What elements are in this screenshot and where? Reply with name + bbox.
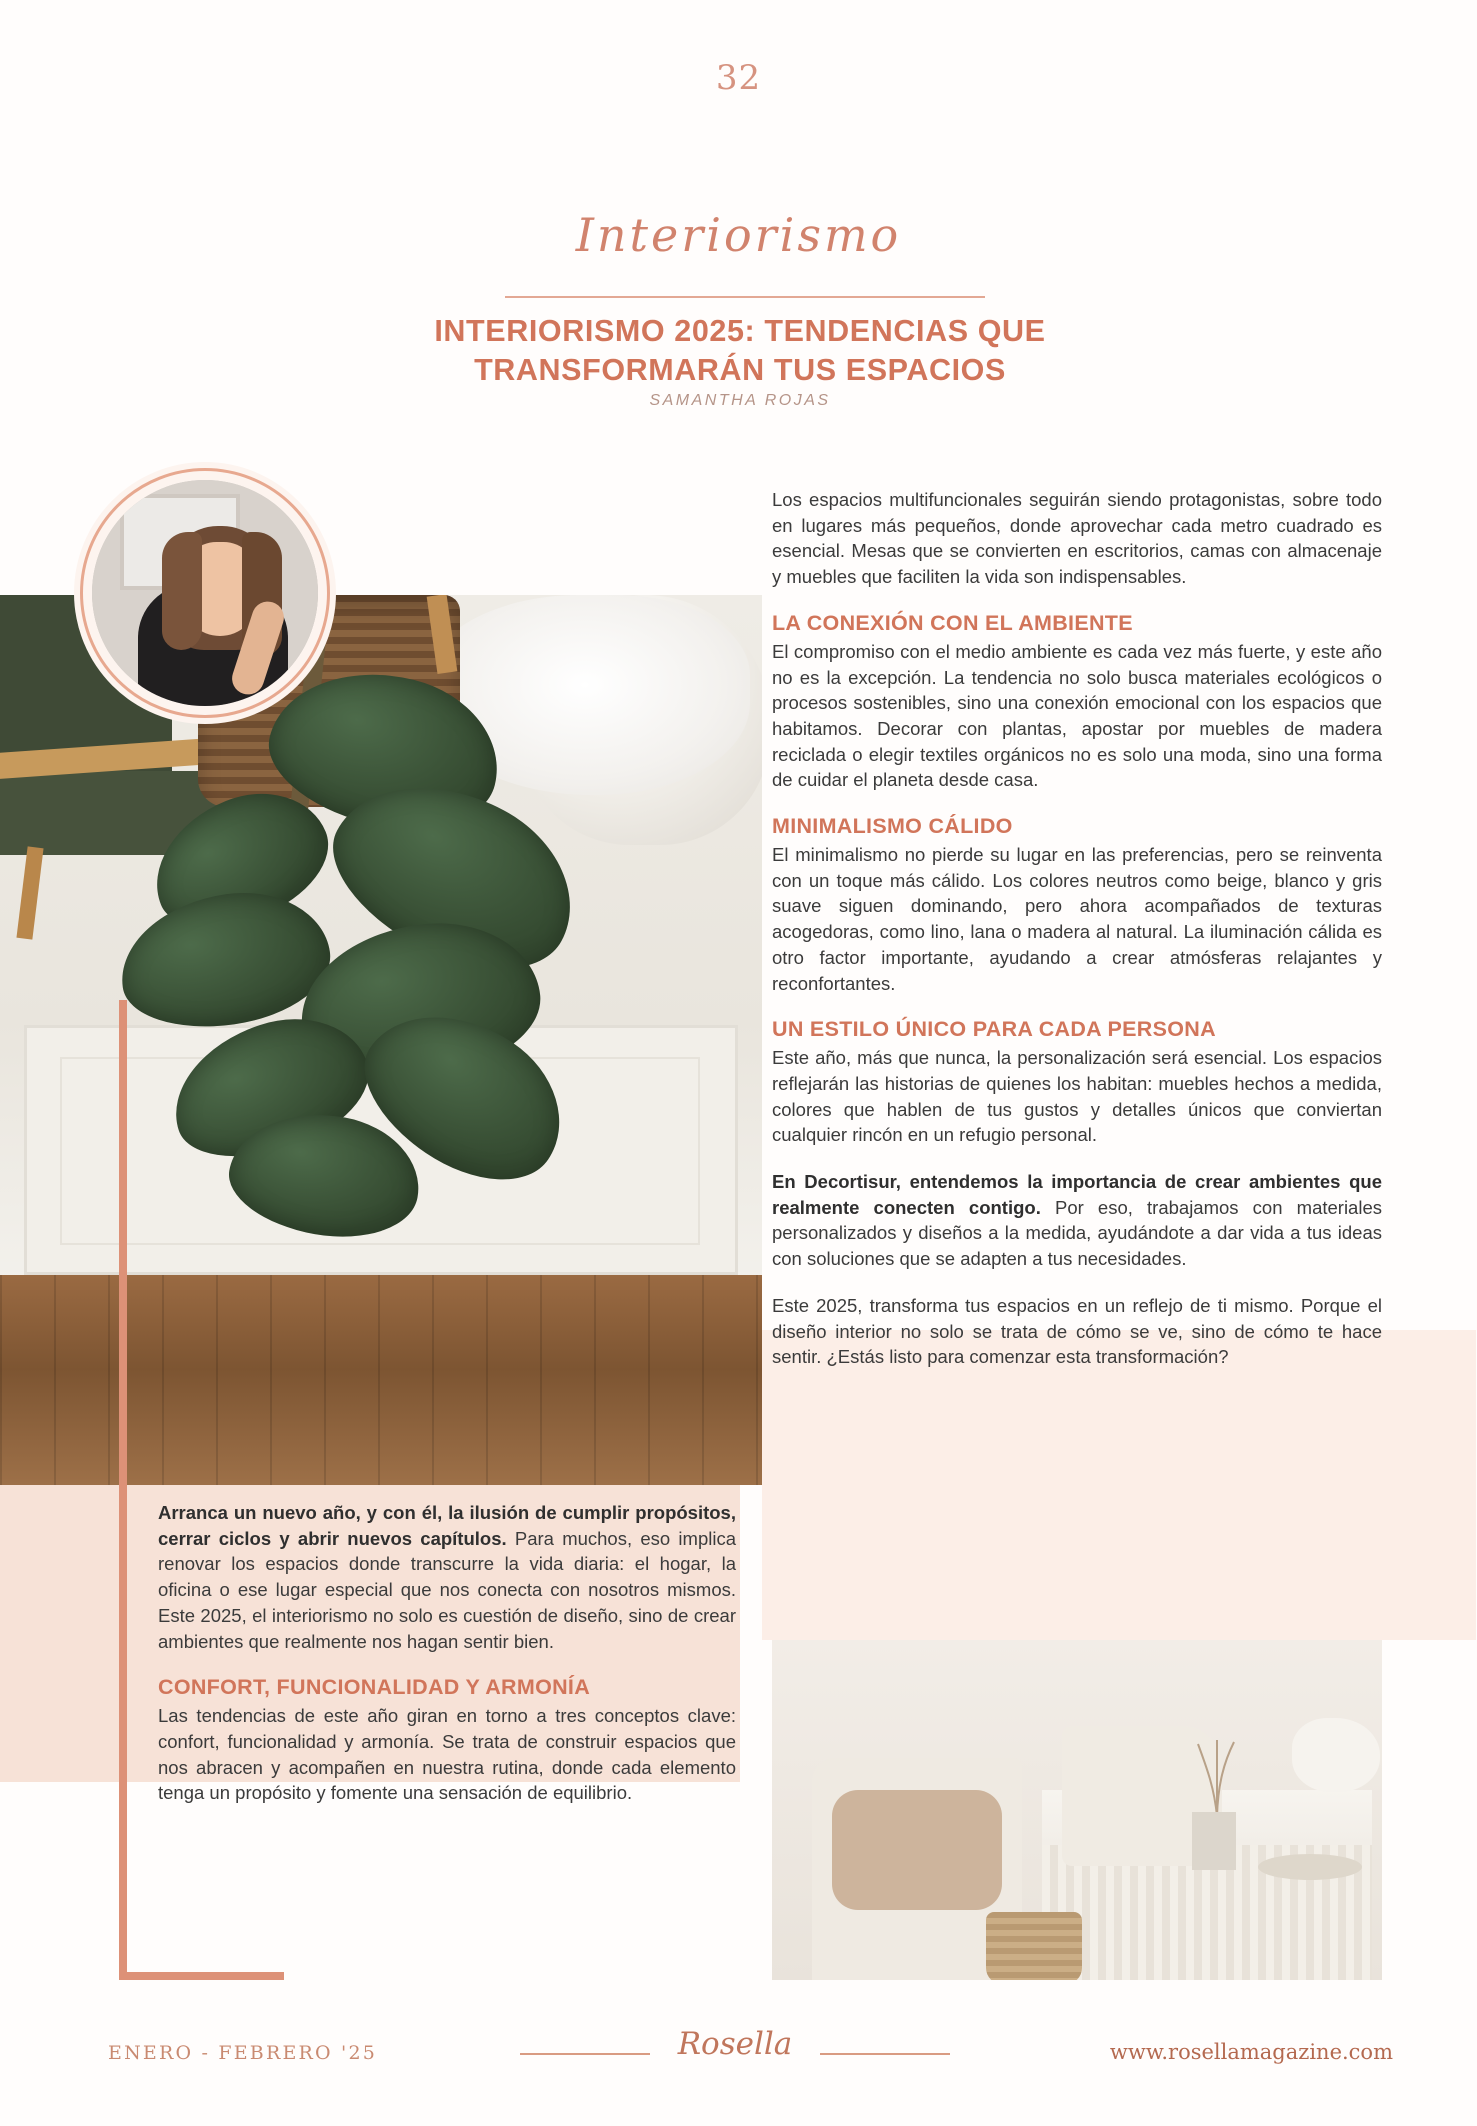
bottom-photo-dried-stems — [1184, 1736, 1250, 1816]
right-text-column — [772, 487, 1382, 1391]
paragraph-minimalismo: El minimalismo no pierde su lugar en las preferencias, pero se reinventa con un toque más cálido. Los colores neutros como beige, blanco y gris suave siguen dominando, pero ahora acompañados de texturas acogedoras, como lino, lana o madera al natural. La iluminación cálida es otro factor importante, ayudando a crear atmósferas relajantes y reconfortantes. — [772, 844, 1382, 994]
avatar — [92, 480, 318, 706]
article-author: SAMANTHA ROJAS — [649, 392, 831, 409]
bottom-photo — [772, 1640, 1382, 1980]
portrait-hair-strand — [162, 532, 202, 650]
paragraph-ambiente: El compromiso con el medio ambiente es cada vez más fuerte, y este año no es la excepción. La tendencia no solo busca materiales ecológicos o procesos sostenibles, sino una conexión emocional con los espacios que habitamos. Decorar con plantas, apostar por muebles de madera reciclada o elegir textiles orgánicos no es solo una moda, sino una forma de cuidar el planeta desde casa. — [772, 640, 1382, 791]
bottom-photo-fur — [1292, 1718, 1380, 1792]
left-text-column — [158, 1500, 736, 1827]
footer-issue-date: ENERO - FEBRERO '25 — [108, 2042, 378, 2064]
author-portrait-frame — [80, 468, 330, 718]
subheading-ambiente: LA CONEXIÓN CON EL AMBIENTE — [772, 610, 1133, 635]
footer-brand: Rosella — [677, 2026, 793, 2062]
paragraph-lede — [158, 1500, 736, 1654]
intro-paragraph: Los espacios multifuncionales seguirán siendo protagonistas, sobre todo en lugares más pequeños, donde aprovechar cada metro cuadrado es esencial. Mesas que se convierten en escritorios, camas con almacenaje y muebles que faciliten la vida son indispensables. — [772, 489, 1382, 588]
article-title: INTERIORISMO 2025: TENDENCIAS QUE TRANSFORMARÁN TUS ESPACIOS — [434, 314, 1046, 388]
lede-bold-lead: Arranca un nuevo año, y con él, la ilusión de cumplir propósitos, cerrar ciclos y abrir nuevos capítulos. — [158, 1502, 736, 1549]
subheading-minimalismo: MINIMALISMO CÁLIDO — [772, 814, 1013, 839]
vertical-accent-line — [119, 1000, 127, 1980]
bottom-photo-plate — [1258, 1854, 1362, 1880]
main-photo — [0, 595, 762, 1485]
photo-wood-floor — [0, 1275, 762, 1485]
footer-website[interactable]: www.rosellamagazine.com — [1109, 2040, 1393, 2064]
lede-rest: Para muchos, eso implica renovar los espacios donde transcurre la vida diaria: el hogar, la oficina o ese lugar especial que nos conecta con nosotros mismos. Este 2025, el interiorismo no solo es cuestión de diseño, sino de crear ambientes que realmente nos hagan sentir bien. — [158, 1527, 736, 1652]
subheading-estilo: UN ESTILO ÚNICO PARA CADA PERSONA — [772, 1017, 1216, 1042]
dried-stems-icon — [1184, 1736, 1250, 1816]
footer-divider-left — [520, 2053, 650, 2055]
section-title-script: Interiorismo — [575, 208, 902, 262]
paragraph-highlight — [772, 1169, 1382, 1272]
paragraph-closing: Este 2025, transforma tus espacios en un reflejo de ti mismo. Porque el diseño interior no solo se trata de cómo se ve, sino de cómo te hace sentir. ¿Estás listo para comenzar esta transformación? — [772, 1294, 1382, 1368]
masthead-divider — [505, 296, 985, 298]
bottom-photo-vase — [1192, 1812, 1236, 1870]
paragraph-confort: Las tendencias de este año giran en torno a tres conceptos clave: confort, funcionalidad y armonía. Se trata de construir espacios que nos abracen y acompañen en nuestra rutina, donde cada elemento tenga un propósito y fomente una sensación de equilibrio. — [158, 1705, 736, 1804]
highlight-bold-lead: En Decortisur, entendemos la importancia de crear ambientes que realmente conecten contigo. — [772, 1171, 1382, 1218]
horizontal-accent-line — [119, 1972, 284, 1980]
footer-divider-right — [820, 2053, 950, 2055]
highlight-rest: Por eso, trabajamos con materiales personalizados y diseños a la medida, ayudándote a dar vida a tus ideas con soluciones que se adapten a tus necesidades. — [772, 1196, 1382, 1270]
bottom-photo-cushion — [832, 1790, 1002, 1910]
subheading-confort: CONFORT, FUNCIONALIDAD Y ARMONÍA — [158, 1675, 591, 1700]
page-number: 32 — [715, 58, 762, 98]
paragraph-estilo: Este año, más que nunca, la personalización será esencial. Los espacios reflejarán las historias de quienes los habitan: muebles hechos a medida, colores que hablen de tus gustos y detalles únicos que conviertan cualquier rincón en un refugio personal. — [772, 1047, 1382, 1146]
bottom-photo-basket — [986, 1912, 1082, 1980]
